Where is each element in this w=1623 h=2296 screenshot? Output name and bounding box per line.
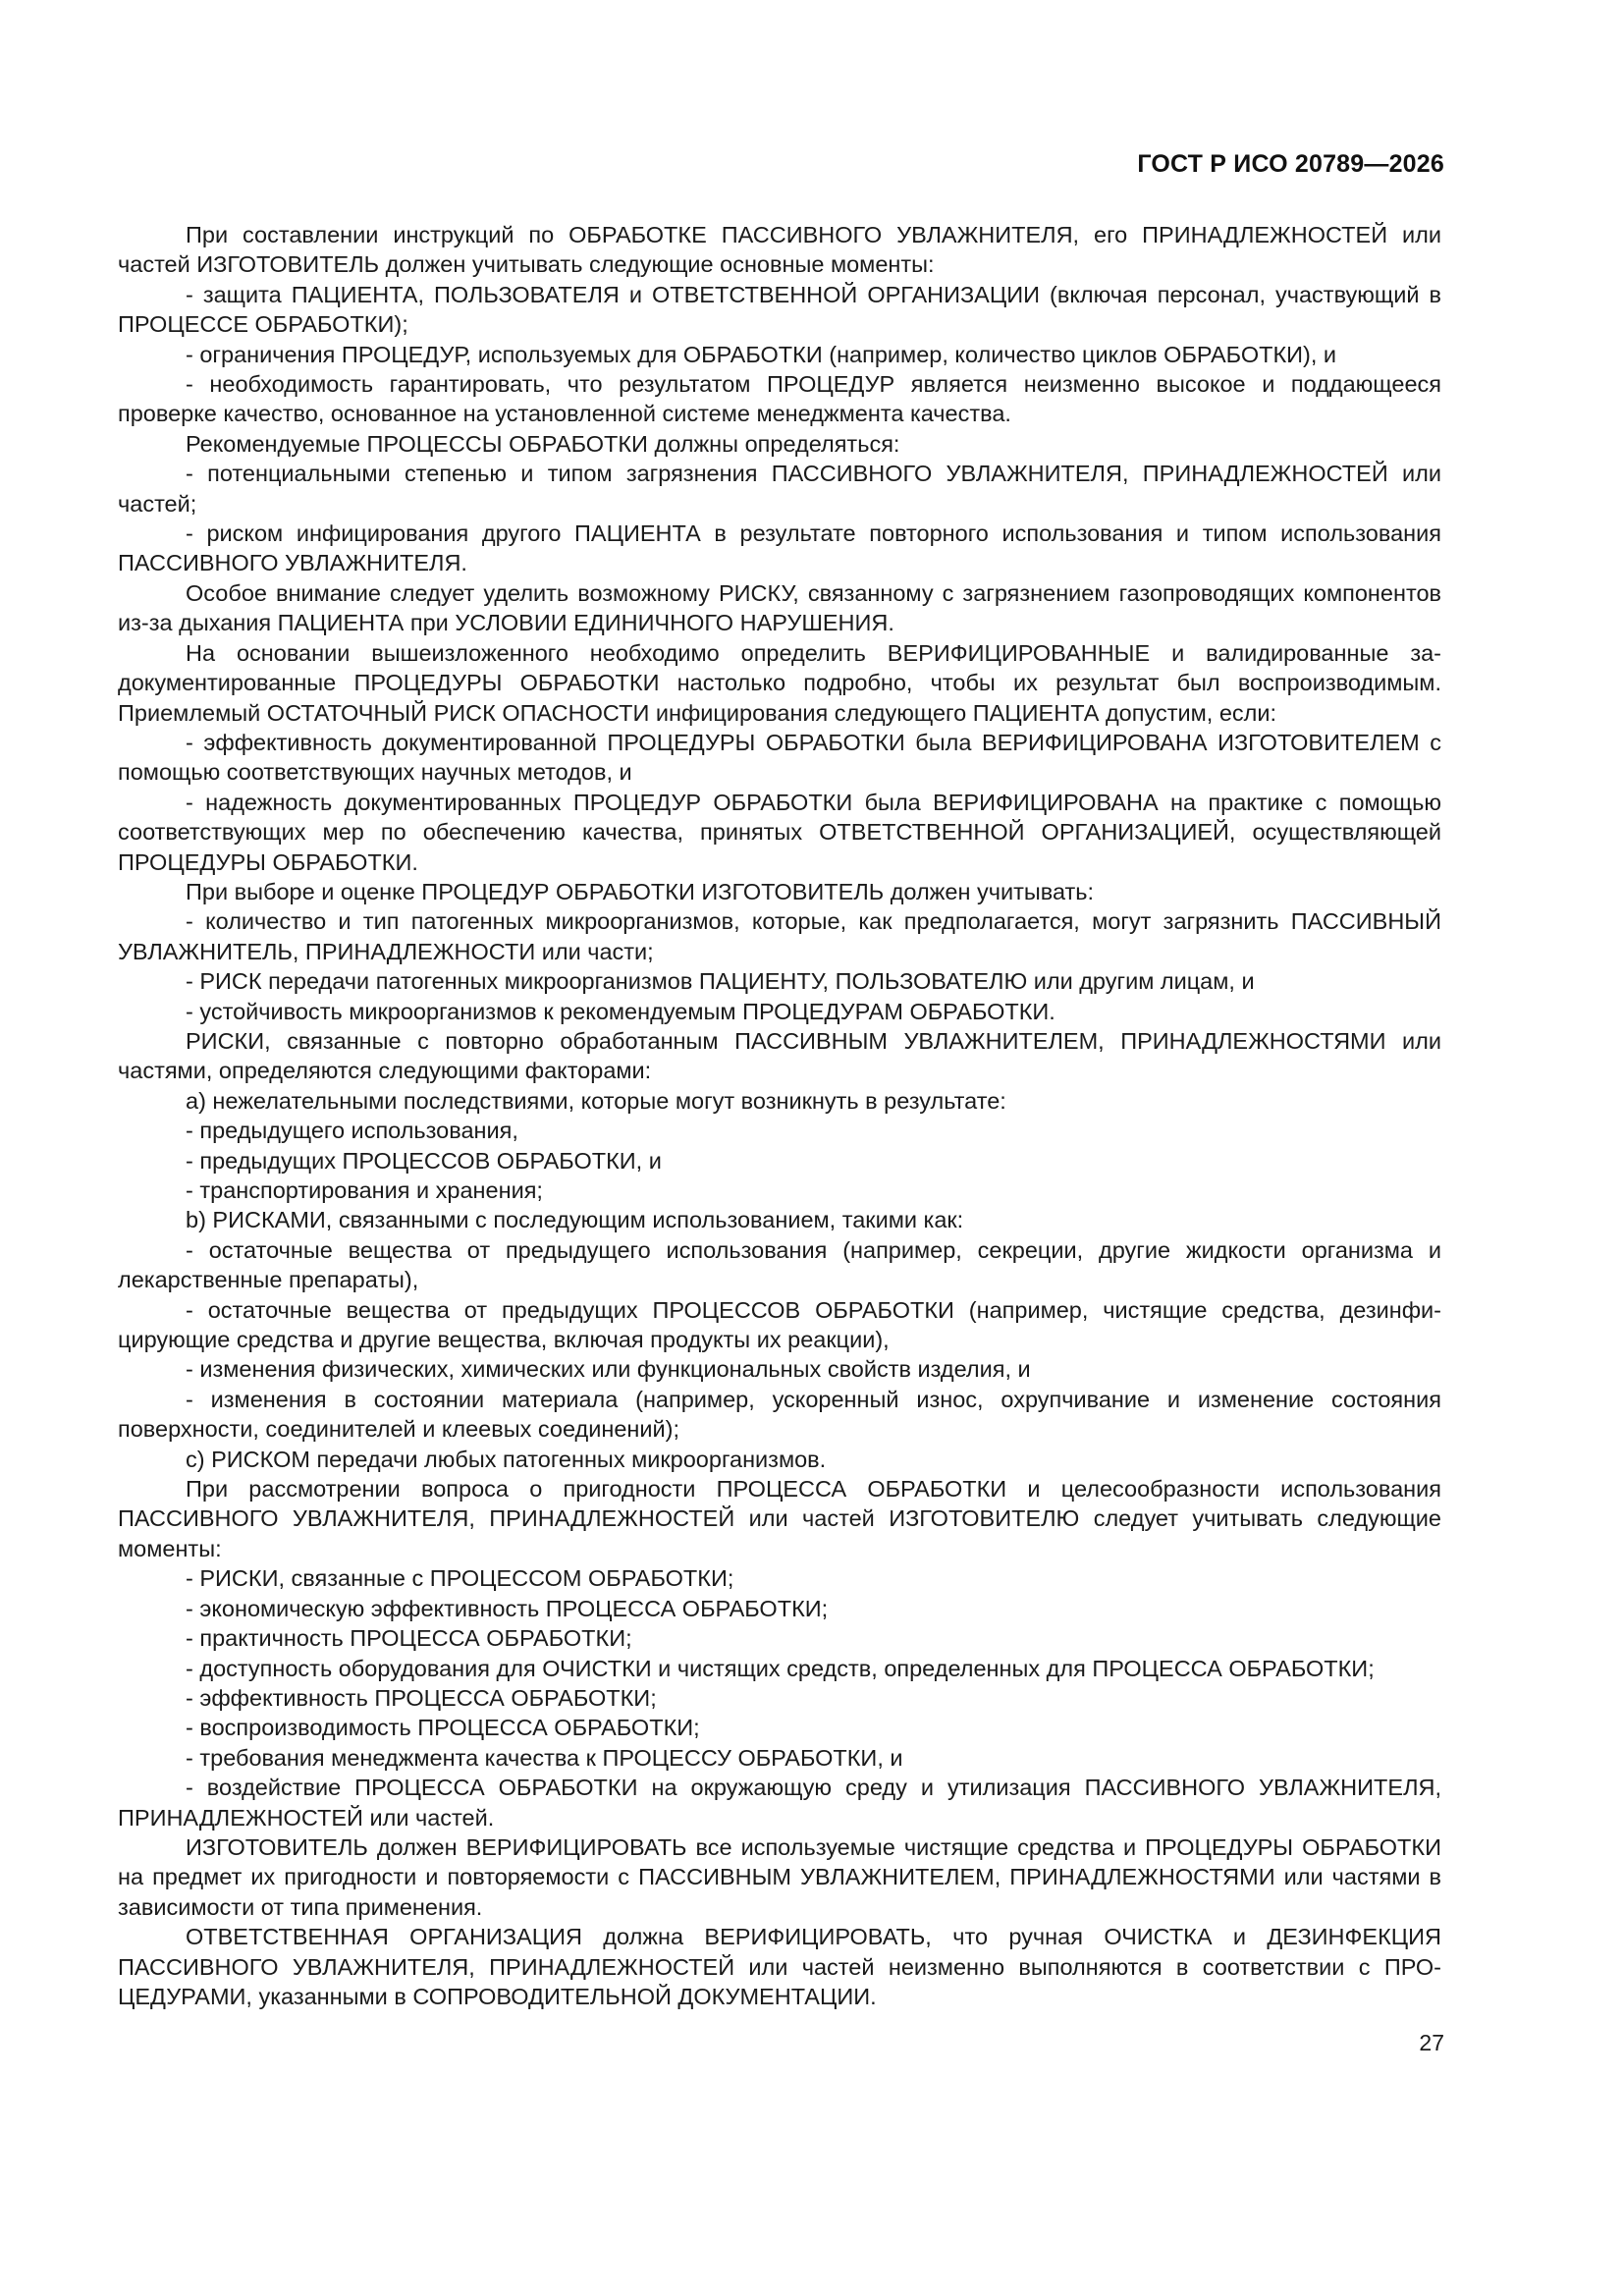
document-standard-id: ГОСТ Р ИСО 20789—2026 (1137, 150, 1444, 178)
list-item: - предыдущих ПРОЦЕССОВ ОБРАБОТКИ, и (186, 1147, 662, 1174)
paragraph: РИСКИ, связанные с повторно обработанным ПАССИВНЫМ УВЛАЖНИТЕЛЕМ, ПРИНАДЛЕЖНОСТЯМИ или частями, определяются следующими факторами: (118, 1027, 1441, 1084)
paragraph: Особое внимание следует уделить возможному РИСКУ, связанному с загрязнением газопроводящих компонентов из-за дыхания ПАЦИЕНТА при УСЛОВИИ ЕДИНИЧНОГО НАРУШЕНИЯ. (118, 579, 1441, 636)
enumerated-item: b) РИСКАМИ, связанными с последующим использованием, такими как: (186, 1207, 964, 1233)
list-item: - изменения в состоянии материала (например, ускоренный износ, охрупчивание и изменение состояния поверхности, соединителей и клеевых соединений); (118, 1386, 1441, 1443)
list-item: - экономическую эффективность ПРОЦЕССА ОБРАБОТКИ; (186, 1595, 829, 1621)
list-item: - РИСКИ, связанные с ПРОЦЕССОМ ОБРАБОТКИ; (186, 1565, 734, 1592)
list-item: - необходимость гарантировать, что результатом ПРОЦЕДУР является неизменно высокое и поддающееся проверке качество, основанное на установленной системе менеджмента качества. (118, 371, 1441, 427)
list-item: - доступность оборудования для ОЧИСТКИ и чистящих средств, определенных для ПРОЦЕССА ОБРАБОТКИ; (186, 1655, 1375, 1681)
list-item: - остаточные вещества от предыдущих ПРОЦЕССОВ ОБРАБОТКИ (например, чистящие средства, дезинфицирующие средства и другие вещества, включая продукты их реакции), (118, 1296, 1441, 1353)
list-item: - защита ПАЦИЕНТА, ПОЛЬЗОВАТЕЛЯ и ОТВЕТСТВЕННОЙ ОРГАНИЗАЦИИ (включая персонал, участвующий в ПРОЦЕССЕ ОБРАБОТКИ); (118, 281, 1441, 338)
list-item: - практичность ПРОЦЕССА ОБРАБОТКИ; (186, 1625, 632, 1652)
page-number: 27 (1419, 2030, 1444, 2055)
list-item: - устойчивость микроорганизмов к рекомендуемым ПРОЦЕДУРАМ ОБРАБОТКИ. (186, 998, 1055, 1024)
list-item: - РИСК передачи патогенных микроорганизмов ПАЦИЕНТУ, ПОЛЬЗОВАТЕЛЮ или другим лицам, и (186, 968, 1255, 995)
document-body (118, 220, 1441, 2011)
list-item: - ограничения ПРОЦЕДУР, используемых для ОБРАБОТКИ (например, количество циклов ОБРАБОТКИ), и (186, 341, 1337, 367)
list-item: - эффективность документированной ПРОЦЕДУРЫ ОБРАБОТКИ была ВЕРИФИЦИРОВАНА ИЗГОТОВИТЕЛЕМ с помощью соответствующих научных методов, и (118, 729, 1441, 786)
list-item: - транспортирования и хранения; (186, 1177, 543, 1203)
enumerated-item: с) РИСКОМ передачи любых патогенных микроорганизмов. (186, 1446, 827, 1472)
paragraph: При выборе и оценке ПРОЦЕДУР ОБРАБОТКИ ИЗГОТОВИТЕЛЬ должен учитывать: (186, 878, 1095, 904)
list-item: - потенциальными степенью и типом загрязнения ПАССИВНОГО УВЛАЖНИТЕЛЯ, ПРИНАДЛЕЖНОСТЕЙ или частей; (118, 461, 1441, 517)
list-item: - надежность документированных ПРОЦЕДУР ОБРАБОТКИ была ВЕРИФИЦИРОВАНА на практике с помощью соответствующих мер по обеспечению качества, принятых ОТВЕТСТВЕННОЙ ОРГАНИЗАЦИЕЙ, осуществляющей ПРОЦЕДУРЫ ОБРАБОТКИ. (118, 789, 1441, 875)
list-item: - остаточные вещества от предыдущего использования (например, секреции, другие жидкости организма и лекарственные препараты), (118, 1236, 1441, 1293)
list-item: - изменения физических, химических или функциональных свойств изделия, и (186, 1356, 1031, 1383)
paragraph: На основании вышеизложенного необходимо определить ВЕРИФИЦИРОВАННЫЕ и валидированные задокументированные ПРОЦЕДУРЫ ОБРАБОТКИ настолько подробно, чтобы их результат был воспроизводимым. Приемлемый ОСТАТОЧНЫЙ РИСК ОПАСНОСТИ инфицирования следующего ПАЦИЕНТА допустим, если: (118, 639, 1441, 726)
paragraph: Рекомендуемые ПРОЦЕССЫ ОБРАБОТКИ должны определяться: (186, 430, 900, 457)
list-item: - эффективность ПРОЦЕССА ОБРАБОТКИ; (186, 1684, 657, 1711)
list-item: - предыдущего использования, (186, 1118, 518, 1144)
paragraph: При составлении инструкций по ОБРАБОТКЕ ПАССИВНОГО УВЛАЖНИТЕЛЯ, его ПРИНАДЛЕЖНОСТЕЙ или частей ИЗГОТОВИТЕЛЬ должен учитывать следующие основные моменты: (118, 222, 1441, 278)
list-item: - воспроизводимость ПРОЦЕССА ОБРАБОТКИ; (186, 1715, 700, 1741)
enumerated-item: а) нежелательными последствиями, которые могут возникнуть в результате: (186, 1087, 1006, 1114)
paragraph: При рассмотрении вопроса о пригодности ПРОЦЕССА ОБРАБОТКИ и целесообразности использования ПАССИВНОГО УВЛАЖНИТЕЛЯ, ПРИНАДЛЕЖНОСТЕЙ или частей ИЗГОТОВИТЕЛЮ следует учитывать следующие моменты: (118, 1476, 1441, 1561)
list-item: - требования менеджмента качества к ПРОЦЕССУ ОБРАБОТКИ, и (186, 1744, 903, 1771)
paragraph: ОТВЕТСТВЕННАЯ ОРГАНИЗАЦИЯ должна ВЕРИФИЦИРОВАТЬ, что ручная ОЧИСТКА и ДЕЗИНФЕКЦИЯ ПАССИВНОГО УВЛАЖНИТЕЛЯ, ПРИНАДЛЕЖНОСТЕЙ или частей неизменно выполняются в соответствии с ПРОЦЕДУРАМИ, указанными в СОПРОВОДИТЕЛЬНОЙ ДОКУМЕНТАЦИИ. (118, 1924, 1441, 2009)
paragraph: ИЗГОТОВИТЕЛЬ должен ВЕРИФИЦИРОВАТЬ все используемые чистящие средства и ПРОЦЕДУРЫ ОБРАБОТКИ на предмет их пригодности и повторяемости с ПАССИВНЫМ УВЛАЖНИТЕЛЕМ, ПРИНАДЛЕЖНОСТЯМИ или частями в зависимости от типа применения. (118, 1833, 1441, 1920)
list-item: - риском инфицирования другого ПАЦИЕНТА в результате повторного использования и типом использования ПАССИВНОГО УВЛАЖНИТЕЛЯ. (118, 520, 1441, 576)
list-item: - воздействие ПРОЦЕССА ОБРАБОТКИ на окружающую среду и утилизация ПАССИВНОГО УВЛАЖНИТЕЛЯ, ПРИНАДЛЕЖНОСТЕЙ или частей. (118, 1775, 1441, 1831)
list-item: - количество и тип патогенных микроорганизмов, которые, как предполагается, могут загрязнить ПАССИВНЫЙ УВЛАЖНИТЕЛЬ, ПРИНАДЛЕЖНОСТИ или части; (118, 908, 1441, 964)
